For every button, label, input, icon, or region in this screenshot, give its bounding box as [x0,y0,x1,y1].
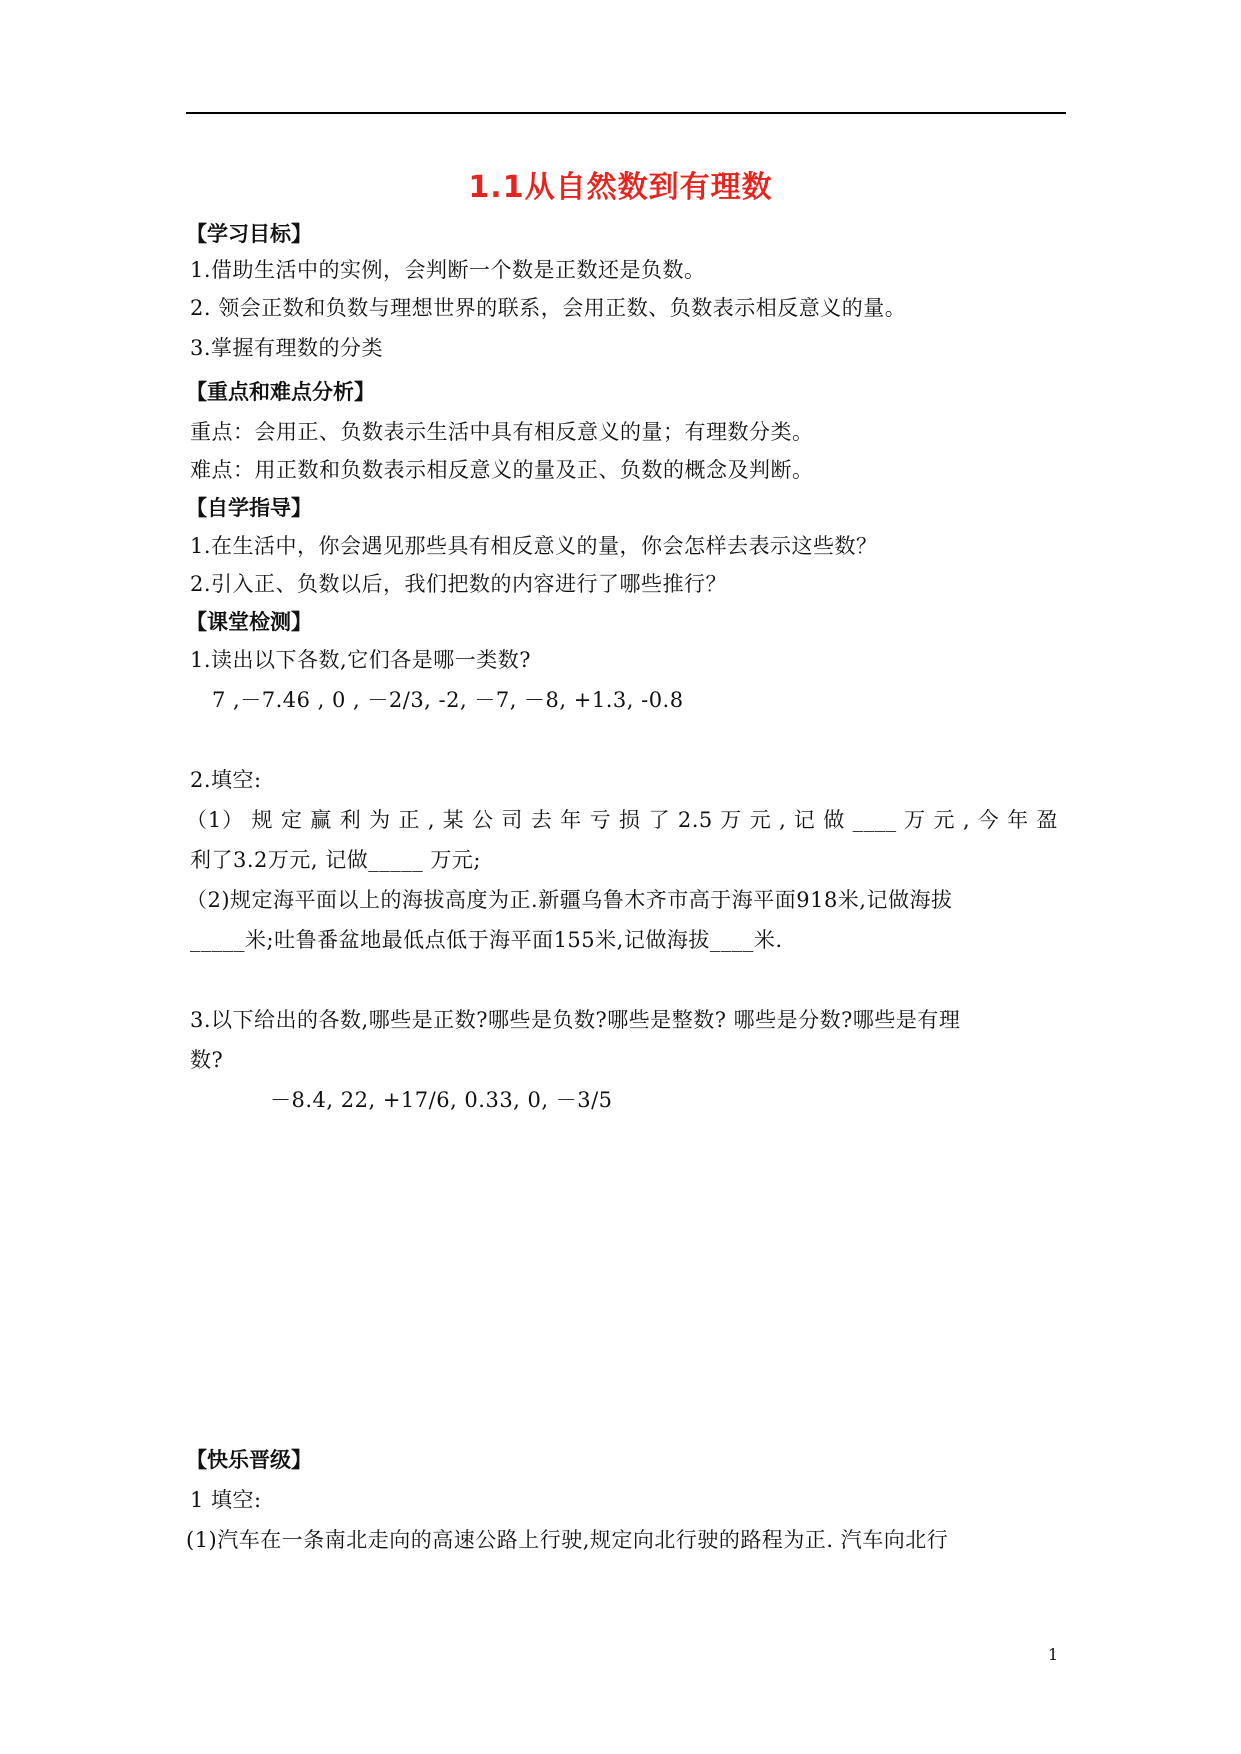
question-2-1-line-2: 利了3.2万元, 记做_____ 万元; [190,848,481,872]
goal-item-2: 2. 领会正数和负数与理想世界的联系，会用正数、负数表示相反意义的量。 [190,296,907,320]
question-2-2-line-2: _____米;吐鲁番盆地最低点低于海平面155米,记做海拔____米. [190,928,783,952]
question-3-line-1: 3.以下给出的各数,哪些是正数?哪些是负数?哪些是整数? 哪些是分数?哪些是有理 [190,1008,961,1032]
header-rule [186,112,1066,114]
page-number: 1 [1048,1645,1059,1664]
question-2: 2.填空: [190,768,262,792]
self-study-heading: 【自学指导】 [186,496,312,520]
key-points-heading: 【重点和难点分析】 [186,380,375,404]
page-title: 1.1从自然数到有理数 [468,170,773,205]
difficult-point: 难点：用正数和负数表示相反意义的量及正、负数的概念及判断。 [190,458,814,482]
goals-heading: 【学习目标】 [186,222,312,246]
key-point: 重点：会用正、负数表示生活中具有相反意义的量；有理数分类。 [190,420,814,444]
goal-item-1: 1.借助生活中的实例，会判断一个数是正数还是负数。 [190,258,706,282]
self-study-item-2: 2.引入正、负数以后，我们把数的内容进行了哪些推行？ [190,572,728,596]
goal-item-3: 3.掌握有理数的分类 [190,336,384,360]
question-1: 1.读出以下各数,它们各是哪一类数? [190,648,531,672]
question-1-numbers: 7 ,－7.46 , 0 , －2/3, -2, －7, －8, +1.3, -0.8 [212,688,684,712]
class-test-heading: 【课堂检测】 [186,610,312,634]
advance-heading: 【快乐晋级】 [186,1448,312,1472]
question-3-line-2: 数? [190,1048,224,1072]
question-2-2-line-1: （2)规定海平面以上的海拔高度为正.新疆乌鲁木齐市高于海平面918米,记做海拔 [186,888,953,912]
question-2-1-line-1: （1） 规 定 赢 利 为 正 , 某 公 司 去 年 亏 损 了 2.5 万 元 , 记 做 ____ 万 元 , 今 年 盈 [186,808,1058,832]
question-3-numbers: －8.4, 22, +17/6, 0.33, 0, －3/5 [270,1088,613,1112]
advance-question-1: 1 填空: [190,1488,262,1512]
self-study-item-1: 1.在生活中，你会遇见那些具有相反意义的量，你会怎样去表示这些数？ [190,534,878,558]
advance-question-1-1: (1)汽车在一条南北走向的高速公路上行驶,规定向北行驶的路程为正. 汽车向北行 [186,1528,949,1552]
